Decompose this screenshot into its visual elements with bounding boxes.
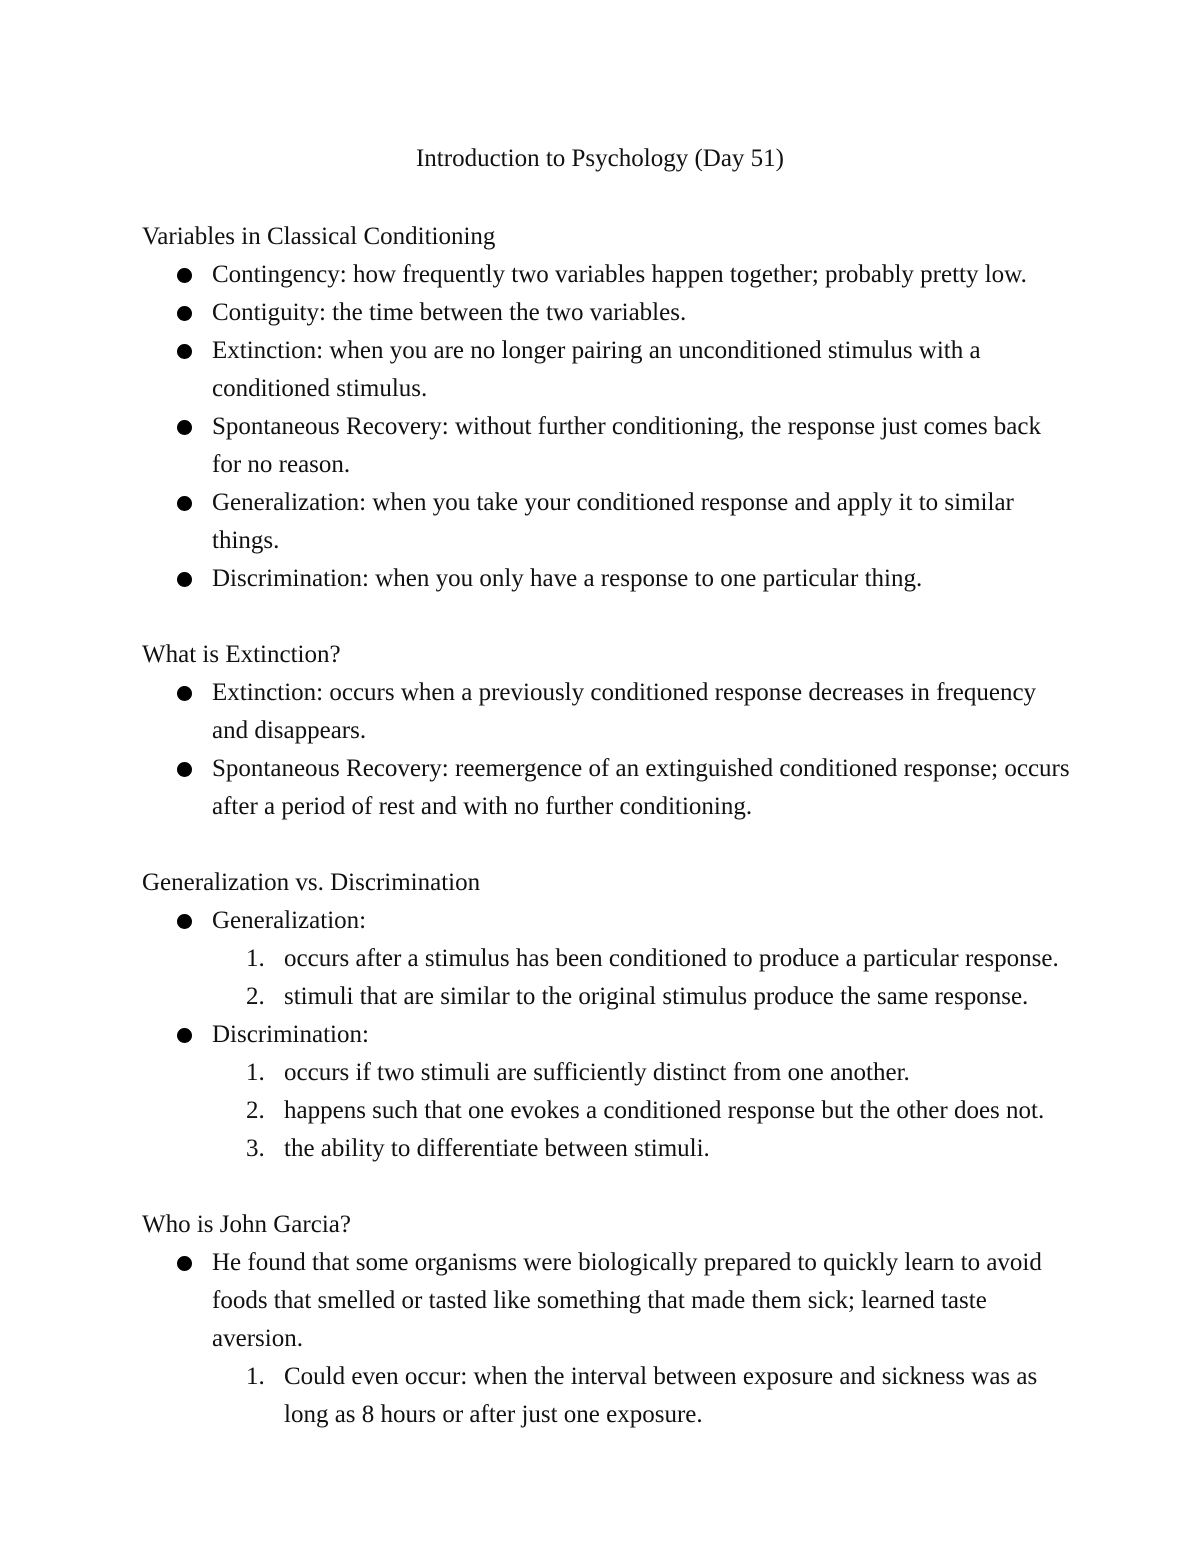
bullet-list (142, 1244, 1072, 1434)
bullet-text: Spontaneous Recovery: reemergence of an extinguished conditioned response; occurs after a period of rest and with no further conditioning. (212, 755, 1070, 820)
bullet-list (142, 902, 1072, 1168)
bullet-text: Discrimination: (212, 1021, 369, 1048)
bullet-item (142, 294, 1072, 332)
bullet-text: Contingency: how frequently two variables happen together; probably pretty low. (212, 261, 1027, 288)
bullet-dot-icon (177, 496, 192, 511)
bullet-text: Extinction: occurs when a previously conditioned response decreases in frequency and disappears. (212, 679, 1037, 744)
bullet-list (142, 256, 1072, 598)
numbered-list (212, 940, 1072, 1016)
numbered-item-text: the ability to differentiate between stimuli. (284, 1135, 710, 1162)
bullet-item (142, 408, 1072, 484)
bullet-dot-icon (177, 268, 192, 283)
numbered-item (212, 1092, 1072, 1130)
numbered-list (212, 1054, 1072, 1168)
item-number: 1. (246, 1059, 265, 1086)
bullet-dot-icon (177, 686, 192, 701)
bullet-dot-icon (177, 1256, 192, 1271)
bullet-dot-icon (177, 306, 192, 321)
numbered-item (212, 978, 1072, 1016)
bullet-text: Generalization: (212, 907, 367, 934)
bullet-text: Contiguity: the time between the two variables. (212, 299, 687, 326)
section-heading: Who is John Garcia? (142, 1211, 351, 1238)
bullet-list (142, 674, 1072, 826)
numbered-item-text: Could even occur: when the interval between exposure and sickness was as long as 8 hours or after just one exposure. (284, 1363, 1038, 1428)
bullet-text: Discrimination: when you only have a response to one particular thing. (212, 565, 923, 592)
bullet-item (142, 560, 1072, 598)
item-number: 2. (246, 1097, 265, 1124)
section-heading: Variables in Classical Conditioning (142, 223, 496, 250)
section (142, 218, 1072, 598)
item-number: 1. (246, 945, 265, 972)
bullet-item (142, 332, 1072, 408)
bullet-item (142, 1016, 1072, 1168)
numbered-item (212, 1130, 1072, 1168)
bullet-item (142, 256, 1072, 294)
bullet-item (142, 750, 1072, 826)
document-body (142, 218, 1072, 1472)
item-number: 2. (246, 983, 265, 1010)
bullet-text: Extinction: when you are no longer pairing an unconditioned stimulus with a conditioned stimulus. (212, 337, 981, 402)
numbered-item (212, 1054, 1072, 1092)
document-title: Introduction to Psychology (Day 51) (415, 145, 784, 172)
item-number: 1. (246, 1363, 265, 1390)
numbered-item (212, 940, 1072, 978)
numbered-item-text: occurs if two stimuli are sufficiently distinct from one another. (284, 1059, 910, 1086)
section-heading: Generalization vs. Discrimination (142, 869, 481, 896)
numbered-item-text: stimuli that are similar to the original stimulus produce the same response. (284, 983, 1029, 1010)
bullet-dot-icon (177, 1028, 192, 1043)
item-number: 3. (246, 1135, 265, 1162)
bullet-dot-icon (177, 572, 192, 587)
bullet-item (142, 484, 1072, 560)
numbered-list (212, 1358, 1072, 1434)
numbered-item (212, 1358, 1072, 1434)
numbered-item-text: occurs after a stimulus has been conditioned to produce a particular response. (284, 945, 1059, 972)
section (142, 864, 1072, 1168)
bullet-item (142, 674, 1072, 750)
section (142, 636, 1072, 826)
bullet-dot-icon (177, 914, 192, 929)
section-heading: What is Extinction? (142, 641, 341, 668)
bullet-text: He found that some organisms were biologically prepared to quickly learn to avoid foods that smelled or tasted like something that made them sick; learned taste aversion. (212, 1249, 1042, 1352)
bullet-dot-icon (177, 344, 192, 359)
section (142, 1206, 1072, 1434)
numbered-item-text: happens such that one evokes a conditioned response but the other does not. (284, 1097, 1045, 1124)
bullet-item (142, 1244, 1072, 1434)
bullet-item (142, 902, 1072, 1016)
bullet-dot-icon (177, 420, 192, 435)
bullet-text: Spontaneous Recovery: without further conditioning, the response just comes back for no reason. (212, 413, 1041, 478)
bullet-text: Generalization: when you take your conditioned response and apply it to similar things. (212, 489, 1014, 554)
bullet-dot-icon (177, 762, 192, 777)
